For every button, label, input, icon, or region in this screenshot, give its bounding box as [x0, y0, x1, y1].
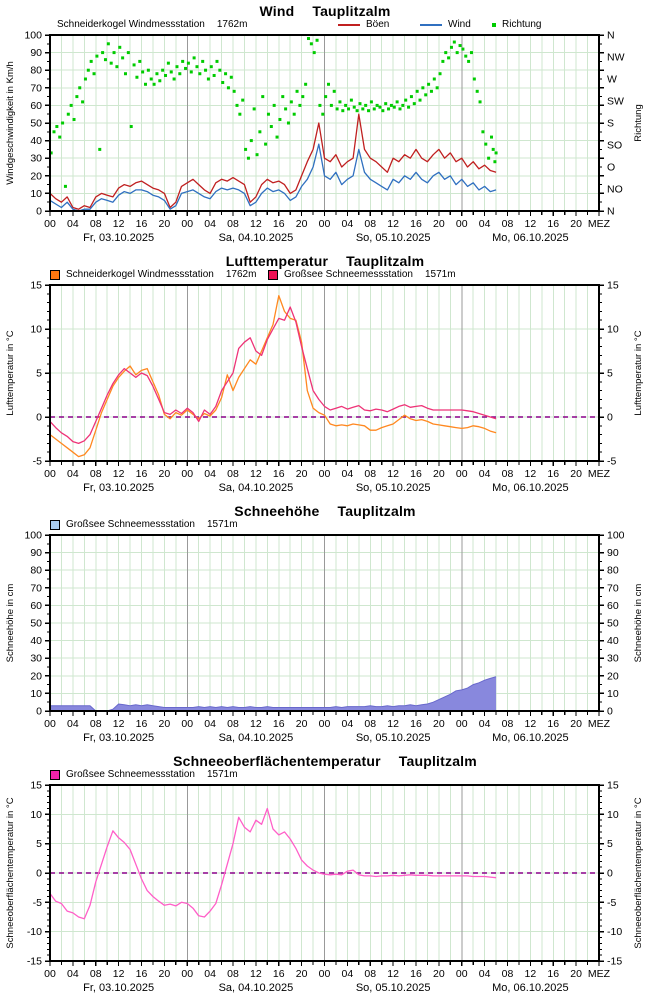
title-location: Tauplitzalm	[398, 753, 477, 769]
svg-text:60: 60	[30, 599, 42, 612]
svg-text:10: 10	[607, 687, 619, 700]
svg-text:So, 05.10.2025: So, 05.10.2025	[355, 482, 431, 494]
svg-text:00: 00	[44, 968, 56, 980]
series-schneiderkogel-windmessstation-1762m	[50, 296, 496, 457]
svg-text:10: 10	[30, 808, 42, 821]
y-axis-title-left: Schneeoberflächentemperatur in °C	[5, 797, 16, 949]
svg-text:N: N	[607, 205, 615, 218]
svg-text:12: 12	[524, 218, 537, 230]
svg-text:16: 16	[135, 468, 148, 480]
svg-text:90: 90	[30, 547, 42, 560]
title-measure: Schneeoberflächentemperatur	[173, 753, 381, 769]
svg-text:100: 100	[607, 529, 625, 542]
svg-text:00: 00	[318, 968, 331, 980]
svg-text:0: 0	[36, 867, 42, 880]
svg-text:00: 00	[181, 968, 194, 980]
svg-text:80: 80	[30, 64, 42, 77]
svg-text:Mo, 06.10.2025: Mo, 06.10.2025	[492, 232, 569, 244]
svg-text:12: 12	[112, 968, 125, 980]
svg-text:100: 100	[24, 29, 42, 42]
svg-text:12: 12	[524, 468, 537, 480]
snow-surface-temperature-chart-section	[0, 750, 650, 1000]
svg-text:04: 04	[204, 218, 216, 230]
title-location: Tauplitzalm	[346, 253, 425, 269]
svg-text:100: 100	[24, 529, 42, 542]
svg-text:12: 12	[250, 218, 262, 230]
svg-text:-15: -15	[26, 955, 42, 968]
svg-text:10: 10	[30, 323, 42, 336]
svg-text:80: 80	[607, 564, 619, 577]
svg-text:Mo, 06.10.2025: Mo, 06.10.2025	[492, 732, 569, 744]
svg-text:08: 08	[227, 218, 239, 230]
svg-text:Mo, 06.10.2025: Mo, 06.10.2025	[492, 482, 569, 494]
svg-text:00: 00	[318, 218, 331, 230]
svg-text:08: 08	[89, 968, 102, 980]
svg-text:00: 00	[455, 468, 468, 480]
svg-text:00: 00	[181, 468, 194, 480]
svg-text:15: 15	[30, 279, 42, 292]
svg-text:04: 04	[204, 968, 216, 980]
svg-text:04: 04	[341, 218, 354, 230]
svg-text:08: 08	[501, 468, 514, 480]
svg-text:15: 15	[607, 779, 619, 792]
svg-text:0: 0	[607, 867, 613, 880]
svg-text:00: 00	[181, 718, 194, 730]
svg-text:50: 50	[30, 617, 42, 630]
svg-text:15: 15	[30, 779, 42, 792]
svg-text:08: 08	[364, 718, 377, 730]
svg-text:So, 05.10.2025: So, 05.10.2025	[355, 232, 431, 244]
svg-text:Sa, 04.10.2025: Sa, 04.10.2025	[218, 482, 294, 494]
svg-text:12: 12	[112, 218, 125, 230]
svg-text:12: 12	[250, 718, 262, 730]
svg-text:0: 0	[607, 411, 613, 424]
svg-text:MEZ: MEZ	[587, 968, 611, 980]
svg-text:16: 16	[135, 718, 148, 730]
svg-text:0: 0	[36, 205, 42, 218]
svg-text:16: 16	[547, 718, 560, 730]
svg-text:04: 04	[478, 718, 491, 730]
svg-text:10: 10	[30, 187, 42, 200]
svg-text:20: 20	[433, 468, 445, 480]
svg-text:00: 00	[455, 968, 468, 980]
svg-text:12: 12	[112, 718, 125, 730]
station-elevation: 1762m	[225, 269, 257, 280]
svg-text:20: 20	[433, 718, 445, 730]
svg-text:08: 08	[227, 968, 239, 980]
gridlines	[50, 285, 599, 461]
svg-text:08: 08	[89, 718, 102, 730]
svg-text:12: 12	[387, 718, 399, 730]
svg-text:20: 20	[158, 468, 171, 480]
svg-text:40: 40	[607, 635, 619, 648]
svg-text:O: O	[607, 161, 616, 174]
svg-text:16: 16	[272, 968, 285, 980]
snow-surface-temperature-plot	[0, 750, 650, 1000]
station-name: Großsee Schneemessstation	[66, 519, 195, 530]
svg-text:16: 16	[547, 468, 560, 480]
svg-text:40: 40	[30, 135, 42, 148]
svg-text:Fr, 03.10.2025: Fr, 03.10.2025	[83, 982, 155, 994]
svg-text:16: 16	[547, 968, 560, 980]
svg-text:00: 00	[455, 218, 468, 230]
station-elevation: 1571m	[206, 769, 238, 780]
svg-text:W: W	[607, 73, 617, 86]
svg-text:MEZ: MEZ	[587, 468, 611, 480]
svg-text:MEZ: MEZ	[587, 718, 611, 730]
svg-text:08: 08	[227, 718, 239, 730]
svg-text:Sa, 04.10.2025: Sa, 04.10.2025	[218, 982, 294, 994]
svg-text:16: 16	[135, 218, 148, 230]
svg-text:08: 08	[501, 218, 514, 230]
svg-text:10: 10	[607, 323, 619, 336]
svg-text:20: 20	[30, 170, 42, 183]
svg-text:20: 20	[158, 218, 171, 230]
svg-text:04: 04	[67, 468, 79, 480]
title-location: Tauplitzalm	[312, 3, 391, 19]
svg-text:12: 12	[524, 968, 537, 980]
svg-text:5: 5	[607, 367, 613, 380]
svg-text:60: 60	[30, 99, 42, 112]
svg-text:90: 90	[30, 47, 42, 60]
svg-text:-5: -5	[32, 455, 42, 468]
svg-text:20: 20	[433, 218, 445, 230]
svg-text:30: 30	[607, 652, 619, 665]
svg-text:0: 0	[36, 705, 42, 718]
station-name: Schneiderkogel Windmessstation	[66, 269, 214, 280]
svg-text:16: 16	[547, 218, 560, 230]
svg-text:20: 20	[158, 718, 171, 730]
title-measure: Wind	[259, 3, 295, 19]
svg-text:04: 04	[204, 718, 216, 730]
y-axis-title-left: Windgeschwindigkeit in Km/h	[5, 61, 16, 185]
air-temperature-chart-section	[0, 250, 650, 500]
y-axis-title-right: Lufttemperatur in °C	[633, 330, 644, 416]
svg-text:NW: NW	[607, 51, 625, 64]
svg-text:16: 16	[272, 718, 285, 730]
svg-text:20: 20	[295, 468, 308, 480]
richtung-label: Richtung	[502, 19, 542, 30]
svg-text:N: N	[607, 29, 615, 42]
series-wind	[50, 144, 496, 211]
y-axis-title-right: Richtung	[633, 104, 644, 142]
svg-text:12: 12	[387, 968, 399, 980]
svg-text:Sa, 04.10.2025: Sa, 04.10.2025	[218, 732, 294, 744]
svg-text:Fr, 03.10.2025: Fr, 03.10.2025	[83, 232, 155, 244]
title-measure: Schneehöhe	[234, 503, 320, 519]
svg-text:16: 16	[272, 218, 285, 230]
svg-text:0: 0	[36, 411, 42, 424]
svg-text:00: 00	[181, 218, 194, 230]
svg-text:16: 16	[135, 968, 148, 980]
svg-text:20: 20	[607, 670, 619, 683]
svg-text:NO: NO	[607, 183, 623, 196]
svg-text:04: 04	[67, 968, 79, 980]
svg-text:50: 50	[30, 117, 42, 130]
svg-text:20: 20	[295, 218, 308, 230]
series-gro-see-schneemessstation-1571m	[50, 307, 496, 443]
svg-text:-5: -5	[32, 896, 42, 909]
svg-text:20: 20	[30, 670, 42, 683]
svg-text:12: 12	[112, 468, 125, 480]
wind-label: Wind	[448, 19, 471, 30]
svg-text:04: 04	[67, 718, 79, 730]
svg-text:10: 10	[607, 808, 619, 821]
station-name: Großsee Schneemessstation	[66, 769, 195, 780]
svg-text:16: 16	[410, 218, 422, 230]
svg-text:5: 5	[607, 838, 613, 851]
y-axis-title-left: Schneehöhe in cm	[5, 583, 16, 663]
svg-text:-5: -5	[607, 455, 617, 468]
svg-text:50: 50	[607, 617, 619, 630]
svg-text:04: 04	[341, 718, 354, 730]
svg-text:40: 40	[30, 635, 42, 648]
svg-text:20: 20	[570, 468, 582, 480]
wind-plot	[0, 0, 650, 250]
svg-text:12: 12	[524, 718, 537, 730]
svg-text:Fr, 03.10.2025: Fr, 03.10.2025	[83, 482, 155, 494]
series-richtung	[50, 37, 498, 188]
svg-text:04: 04	[67, 218, 79, 230]
svg-text:5: 5	[36, 838, 42, 851]
svg-text:20: 20	[570, 718, 582, 730]
svg-text:08: 08	[364, 968, 377, 980]
svg-text:5: 5	[36, 367, 42, 380]
svg-text:So, 05.10.2025: So, 05.10.2025	[355, 982, 431, 994]
station-elevation: 1762m	[216, 19, 248, 30]
svg-text:04: 04	[341, 968, 354, 980]
svg-text:04: 04	[478, 968, 491, 980]
series-b-en	[50, 114, 496, 209]
svg-text:S: S	[607, 117, 615, 130]
svg-text:16: 16	[410, 968, 422, 980]
svg-text:SW: SW	[607, 95, 624, 108]
svg-text:08: 08	[227, 468, 239, 480]
boen-label: Böen	[366, 19, 390, 30]
svg-text:08: 08	[501, 968, 514, 980]
snow-height-chart-section	[0, 500, 650, 750]
svg-text:20: 20	[433, 968, 445, 980]
svg-text:16: 16	[410, 718, 422, 730]
svg-text:04: 04	[478, 468, 491, 480]
svg-text:20: 20	[158, 968, 171, 980]
y-axis-title-right: Schneeoberflächentemperatur in °C	[633, 797, 644, 949]
snow-height-plot	[0, 500, 650, 750]
svg-text:Fr, 03.10.2025: Fr, 03.10.2025	[83, 732, 155, 744]
svg-text:So, 05.10.2025: So, 05.10.2025	[355, 732, 431, 744]
title-measure: Lufttemperatur	[225, 253, 329, 269]
svg-text:04: 04	[341, 468, 354, 480]
svg-text:12: 12	[387, 218, 399, 230]
station-elevation: 1571m	[206, 519, 238, 530]
svg-text:MEZ: MEZ	[587, 218, 611, 230]
svg-text:10: 10	[30, 687, 42, 700]
svg-text:00: 00	[318, 718, 331, 730]
svg-text:00: 00	[44, 468, 56, 480]
svg-text:08: 08	[89, 218, 102, 230]
svg-text:16: 16	[410, 468, 422, 480]
svg-text:Mo, 06.10.2025: Mo, 06.10.2025	[492, 982, 569, 994]
svg-text:20: 20	[570, 218, 582, 230]
svg-text:0: 0	[607, 705, 613, 718]
svg-text:04: 04	[204, 468, 216, 480]
wind-chart-section	[0, 0, 650, 250]
svg-text:70: 70	[30, 82, 42, 95]
svg-text:08: 08	[364, 218, 377, 230]
svg-text:00: 00	[318, 468, 331, 480]
svg-text:30: 30	[30, 652, 42, 665]
svg-text:16: 16	[272, 468, 285, 480]
svg-text:12: 12	[387, 468, 399, 480]
station-elevation: 1571m	[424, 269, 456, 280]
svg-text:00: 00	[455, 718, 468, 730]
svg-text:Sa, 04.10.2025: Sa, 04.10.2025	[218, 232, 294, 244]
gridlines	[50, 535, 599, 711]
svg-text:-15: -15	[607, 955, 623, 968]
svg-text:20: 20	[295, 718, 308, 730]
station-name: Großsee Schneemessstation	[284, 269, 413, 280]
svg-text:90: 90	[607, 547, 619, 560]
svg-text:20: 20	[295, 968, 308, 980]
svg-text:15: 15	[607, 279, 619, 292]
svg-text:20: 20	[570, 968, 582, 980]
svg-text:00: 00	[44, 218, 56, 230]
svg-text:08: 08	[89, 468, 102, 480]
svg-text:04: 04	[478, 218, 491, 230]
svg-text:80: 80	[30, 564, 42, 577]
svg-text:08: 08	[501, 718, 514, 730]
svg-text:30: 30	[30, 152, 42, 165]
station-name: Schneiderkogel Windmessstation	[57, 19, 205, 30]
air-temperature-plot	[0, 250, 650, 500]
y-axis-title-left: Lufttemperatur in °C	[5, 330, 16, 416]
svg-text:-10: -10	[607, 926, 623, 939]
svg-text:00: 00	[44, 718, 56, 730]
svg-text:12: 12	[250, 968, 262, 980]
svg-text:60: 60	[607, 599, 619, 612]
svg-text:-10: -10	[26, 926, 42, 939]
y-axis-title-right: Schneehöhe in cm	[633, 583, 644, 663]
svg-text:08: 08	[364, 468, 377, 480]
svg-text:SO: SO	[607, 139, 623, 152]
svg-text:-5: -5	[607, 896, 617, 909]
title-location: Tauplitzalm	[337, 503, 416, 519]
svg-text:12: 12	[250, 468, 262, 480]
svg-text:70: 70	[607, 582, 619, 595]
svg-text:70: 70	[30, 582, 42, 595]
